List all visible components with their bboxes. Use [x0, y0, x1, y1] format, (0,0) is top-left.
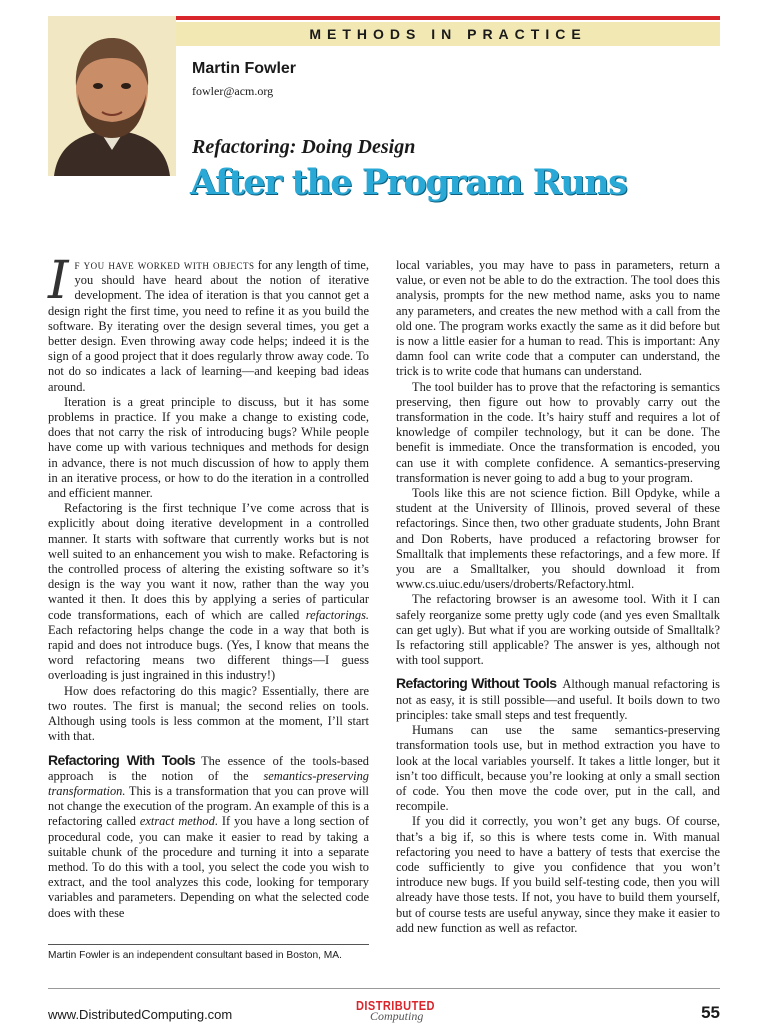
paragraph-text: Each refactoring helps change the code in a way that both is rapid and does not introduce bugs. (Yes, I know that means the word refactoring means two different things—I guess overloading is just ingrained in this industry!)	[48, 622, 369, 683]
footer-url-link[interactable]: www.DistributedComputing.com	[48, 1007, 233, 1022]
subhead-without-tools: Refactoring Without Tools	[396, 675, 557, 692]
author-portrait-icon	[48, 16, 176, 176]
article-column-2	[396, 258, 720, 936]
article-headline: After the Program Runs	[190, 162, 627, 203]
paragraph: local variables, you may have to pass in parameters, return a value, or even not be able to do the extraction. The tool does this analysis, prompts for the new method name, asks you to name any parameters, and creates the new method with a call from the old one. The program works exactly the same as it did before but is now a little easier for a human to read. This is important: Any damn fool can write code that a computer can understand, the trick is to write code that humans can understand.	[396, 258, 720, 379]
section-label: METHODS IN PRACTICE	[176, 22, 720, 46]
paragraph	[396, 676, 720, 723]
paragraph	[48, 251, 369, 395]
page-number: 55	[701, 1003, 720, 1022]
article-column-1	[48, 251, 369, 921]
paragraph: How does refactoring do this magic? Essentially, there are two routes. The first is manual; the second relies on tools. Although using tools is less common at the moment, I’ll start with that.	[48, 683, 369, 744]
subhead-tools: Refactoring With Tools	[48, 751, 196, 768]
magazine-logo	[340, 998, 450, 1024]
term-emphasis: refactorings.	[305, 607, 369, 622]
logo-subtitle: Computing	[370, 1009, 424, 1023]
author-email[interactable]: fowler@acm.org	[192, 84, 274, 98]
paragraph-text: . If you have a long section of procedural code, you can make it easier to read by taking a suitable chunk of the procedure and turning it into a separate method. To do this with a tool, you select the code you wish to extract, and the tool analyzes this code, looking for temporary variables and parameters. Depending on what the selected code does with these	[48, 814, 369, 920]
paragraph-text: Although manual refactoring is not as easy, it is still possible—and useful. It boils down to two principles: take small steps and test frequently.	[396, 677, 720, 722]
footnote-divider	[48, 944, 369, 945]
paragraph: Iteration is a great principle to discuss, but it has some problems in practice. If you make a change to existing code, does that not carry the risk of introducing bugs? While people have come up with various techniques and methods for design in advance, there is not much discussion of how to apply them in an iterative process, or how to do the iteration in a controlled and efficient manner.	[48, 394, 369, 501]
paragraph-text: The essence of the tools-based approach is the notion of the	[48, 753, 369, 783]
author-photo	[48, 16, 176, 176]
term-emphasis: semantics-preserving transformation.	[48, 768, 369, 798]
paragraph	[48, 501, 369, 683]
paragraph-text: This is a transformation that you can prove will not change the execution of the program. An example of this is a refactoring called	[48, 783, 369, 829]
author-name: Martin Fowler	[192, 60, 297, 77]
intro-smallcaps: f you have worked with objects	[74, 258, 255, 272]
drop-cap: I	[48, 251, 69, 311]
paragraph: The refactoring browser is an awesome tool. With it I can safely reorganize some pretty ugly code (and yes even Smalltalk can get ugly). But what if you are working outside of Smalltalk? Is refactoring still applicable? The answer is yes, although not with tool support.	[396, 592, 720, 668]
paragraph-text: for any length of time, you should have heard about the notion of iterative development. The idea of iteration is that you cannot get a design right the first time, you need to refine it as you build the software. By iterating over the design several times, you get a better design. Even throwing away code helps; indeed it is the sign of a good project that it does regularly throw away code. To not do so indicates a lack of learning—and keeping bad ideas around.	[48, 258, 369, 394]
logo-wordmark: DISTRIBUTED	[356, 998, 435, 1013]
term-emphasis: extract method	[139, 814, 215, 829]
article-kicker: Refactoring: Doing Design	[192, 136, 416, 158]
paragraph-text: Refactoring is the first technique I’ve come across that is explicitly about doing iterative development in a controlled manner. It starts with software that currently works but is not well suited to an enhancement you wish to make. Refactoring is the controlled process of altering the existing software so it’s design is the way you want it now, rather than the way you wanted it then. It does this by applying a series of particular code transformations, each of which are called	[48, 501, 369, 622]
paragraph	[48, 753, 369, 921]
author-bio-footnote: Martin Fowler is an independent consultant based in Boston, MA.	[48, 950, 342, 961]
paragraph: Humans can use the same semantics-preserving transformation tools use, but in method extraction you have to look at the local variables yourself. It takes a little longer, but it isn’t too difficult, because you’re looking at only a small section of code. You then move the code over, put in the call, and recompile.	[396, 723, 720, 814]
paragraph: Tools like this are not science fiction. Bill Opdyke, while a student at the University of Illinois, proved several of these refactorings. Since then, two other graduate students, John Brant and Don Roberts, have produced a refactoring browser for Smalltalk that implements these refactorings, and a few more. If you are a Smalltalker, you should download it from www.cs.uiuc.edu/users/droberts/Refactory.html.	[396, 486, 720, 592]
paragraph: The tool builder has to prove that the refactoring is semantics preserving, then figure out how to provably carry out the transformation in the code. It’s hairy stuff and requires a lot of knowledge of compiler technology, but it can be done. The benefit is immediate. Once the transformation is encoded, you can use it with complete confidence. A semantics-preserving transformation is never going to add a bug to your program.	[396, 379, 720, 485]
footer-divider	[48, 988, 720, 989]
paragraph: If you did it correctly, you won’t get any bugs. Of course, that’s a big if, so this is where tests come in. With manual refactoring you need to have a battery of tests that exercise the code sufficiently to give you confidence that you won’t introduce new bugs. If you build self-testing code, then you will already have those tests. If not, you have to build them yourself, but of course tests are useful anyway, since they make it easier to add new function as well as refactor.	[396, 814, 720, 935]
